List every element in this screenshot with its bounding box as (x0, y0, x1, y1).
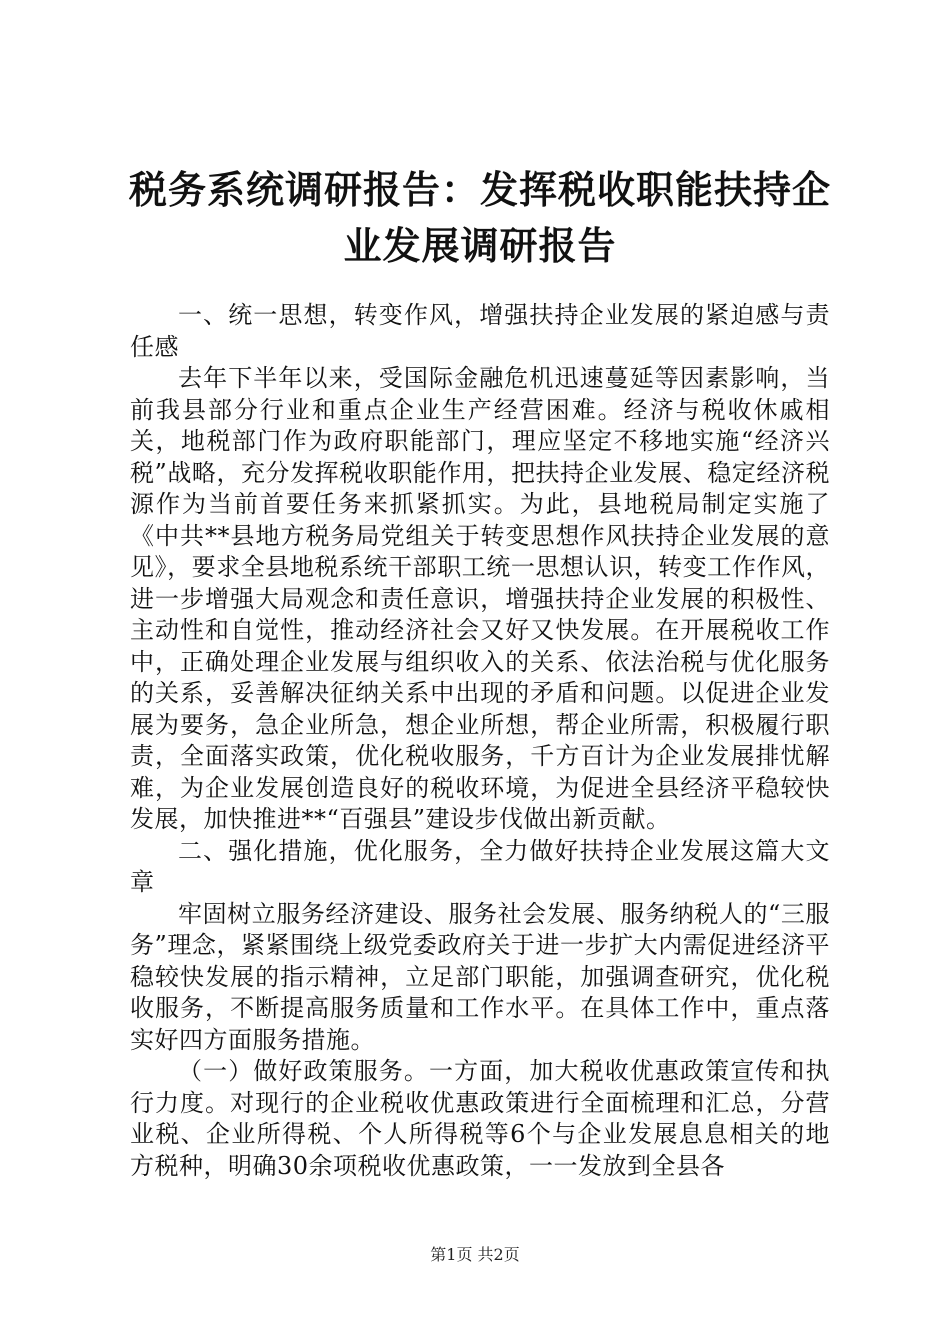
document-body (130, 300, 830, 1182)
section-heading-2: 二、强化措施，优化服务，全力做好扶持企业发展这篇大文章 (130, 836, 830, 896)
document-title: 税务系统调研报告：发挥税收职能扶持企业发展调研报告 (128, 168, 831, 268)
body-paragraph-1: 去年下半年以来，受国际金融危机迅速蔓延等因素影响，当前我县部分行业和重点企业生产经营困难。经济与税收休戚相关，地税部门作为政府职能部门，理应坚定不移地实施“经济兴税”战略，充分发挥税收职能作用，把扶持企业发展、稳定经济税源作为当前首要任务来抓紧抓实。为此，县地税局制定实施了《中共**县地方税务局党组关于转变思想作风扶持企业发展的意见》，要求全县地税系统干部职工统一思想认识，转变工作作风，进一步增强大局观念和责任意识，增强扶持企业发展的积极性、主动性和自觉性，推动经济社会又好又快发展。在开展税收工作中，正确处理企业发展与组织收入的关系、依法治税与优化服务的关系，妥善解决征纳关系中出现的矛盾和问题。以促进企业发展为要务，急企业所急，想企业所想，帮企业所需，积极履行职责，全面落实政策，优化税收服务，千方百计为企业发展排忧解难，为企业发展创造良好的税收环境，为促进全县经济平稳较快发展，加快推进**“百强县”建设步伐做出新贡献。 (130, 364, 830, 833)
body-paragraph-3: （一）做好政策服务。一方面，加大税收优惠政策宣传和执行力度。对现行的企业税收优惠政策进行全面梳理和汇总，分营业税、企业所得税、个人所得税等6个与企业发展息息相关的地方税种，明确30余项税收优惠政策，一一发放到全县各 (130, 1057, 830, 1180)
body-paragraph-2: 牢固树立服务经济建设、服务社会发展、服务纳税人的“三服务”理念，紧紧围绕上级党委政府关于进一步扩大内需促进经济平稳较快发展的指示精神，立足部门职能，加强调查研究，优化税收服务，不断提高服务质量和工作水平。在具体工作中，重点落实好四方面服务措施。 (130, 899, 830, 1054)
section-heading-1: 一、统一思想，转变作风，增强扶持企业发展的紧迫感与责任感 (130, 301, 830, 361)
page-footer: 第1页 共2页 (430, 1245, 520, 1264)
